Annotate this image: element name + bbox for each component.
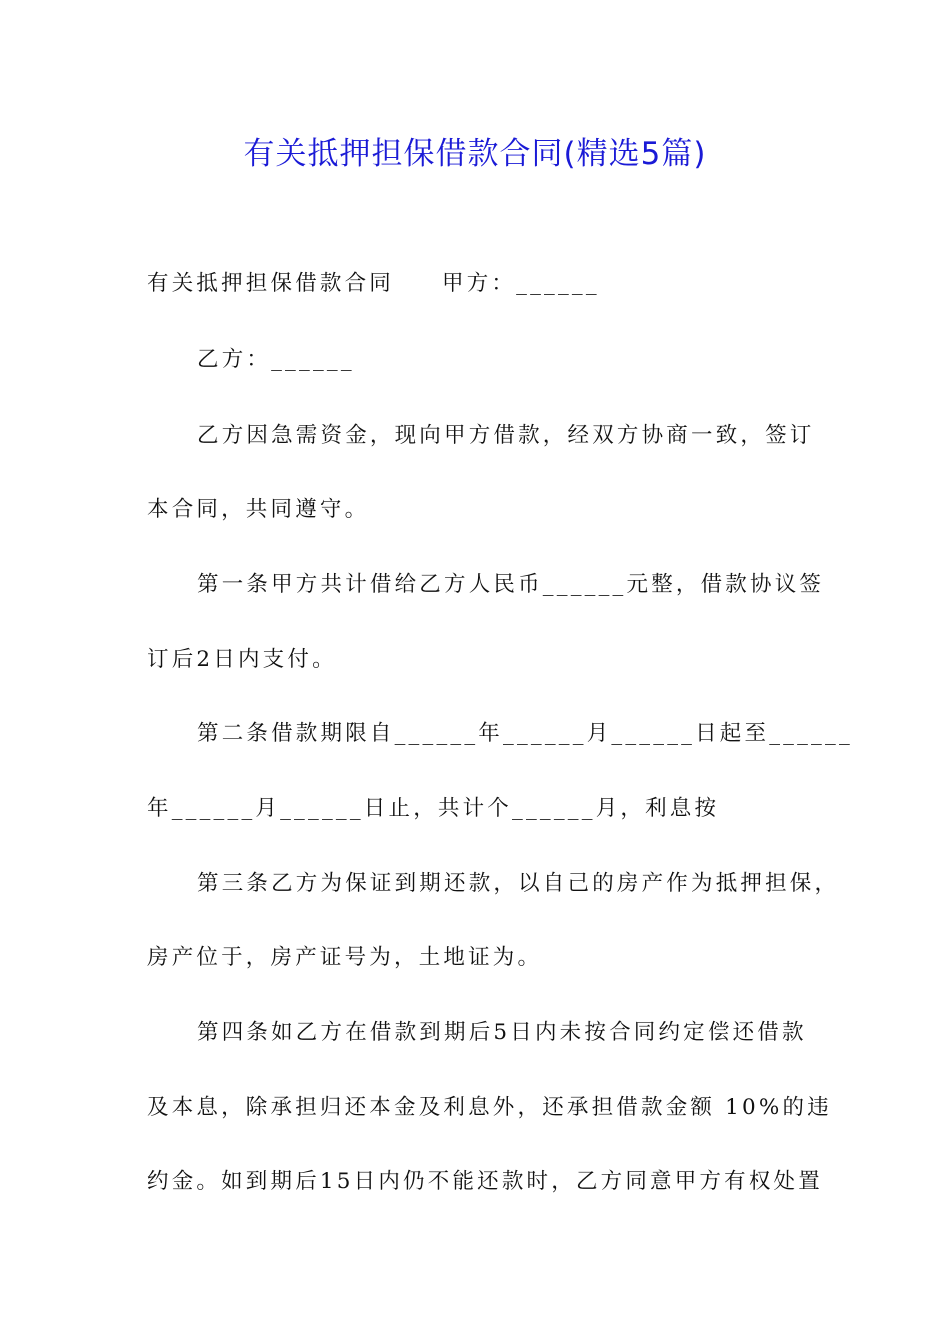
clause-1-line: 订后2日内支付。 xyxy=(147,647,337,672)
paragraph-line: 乙方因急需资金，现向甲方借款，经双方协商一致，签订 xyxy=(197,423,815,448)
clause-2-line: 年______月______日止，共计个______月，利息按 xyxy=(147,796,720,821)
clause-4-line: 及本息，除承担归还本金及利息外，还承担借款金额 10%的违 xyxy=(147,1095,832,1120)
party-a-field: 甲方：______ xyxy=(442,271,600,296)
contract-name: 有关抵押担保借款合同 xyxy=(147,271,395,296)
clause-4-line: 第四条如乙方在借款到期后5日内未按合同约定偿还借款 xyxy=(197,1020,807,1045)
paragraph-line: 本合同，共同遵守。 xyxy=(147,497,370,522)
clause-3-line: 房产位于，房产证号为，土地证为。 xyxy=(147,945,543,970)
clause-4-line: 约金。如到期后15日内仍不能还款时，乙方同意甲方有权处置 xyxy=(147,1169,823,1194)
document-title: 有关抵押担保借款合同(精选5篇) xyxy=(243,136,707,172)
party-b-field: 乙方：______ xyxy=(197,347,355,372)
clause-1-line: 第一条甲方共计借给乙方人民币______元整，借款协议签 xyxy=(197,572,825,597)
clause-2-line: 第二条借款期限自______年______月______日起至______ xyxy=(197,721,853,746)
clause-3-line: 第三条乙方为保证到期还款，以自己的房产作为抵押担保， xyxy=(197,871,840,896)
header-line xyxy=(147,269,600,299)
